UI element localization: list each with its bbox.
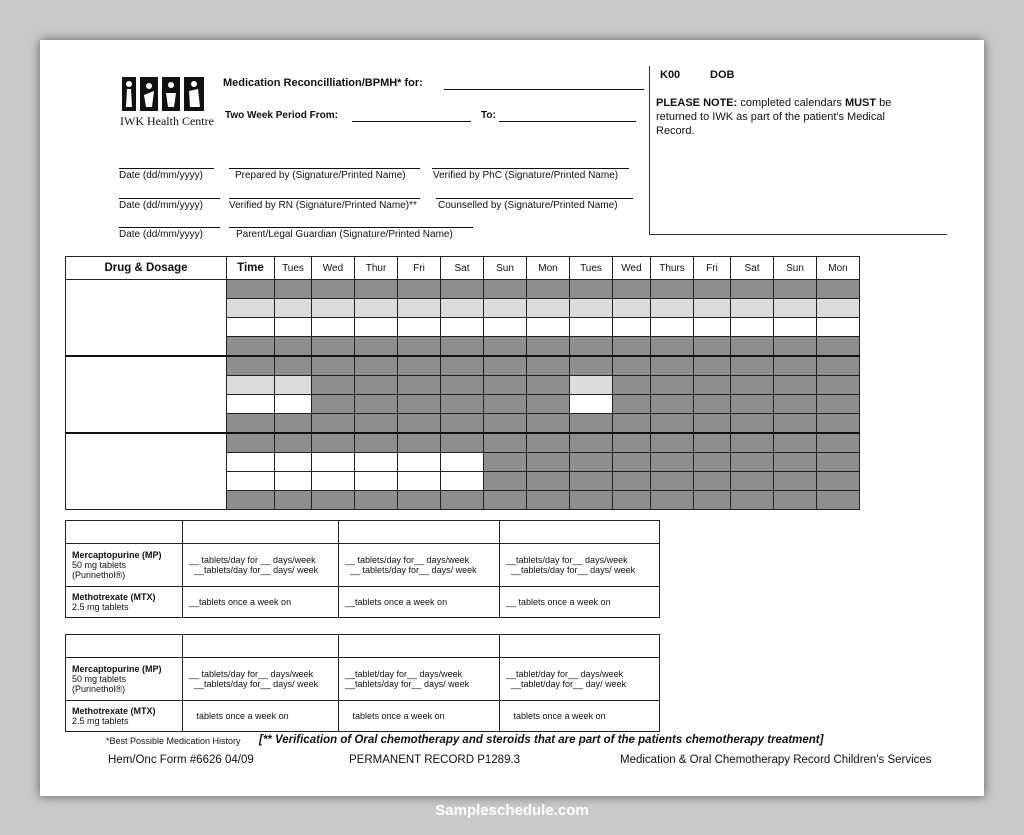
drug-cell[interactable] [66, 433, 227, 510]
form-page [40, 40, 984, 796]
day-header: Sun [484, 257, 527, 280]
note-text [656, 96, 891, 138]
dose-text[interactable]: __ tablets/day for__ days/week [345, 555, 470, 565]
calendar-row [66, 280, 860, 299]
iwk-logo-icon [120, 73, 208, 113]
mp-brand: (Purinethol®) [72, 684, 126, 694]
mtx-name: Methotrexate (MTX) [72, 592, 156, 602]
mtx-strength: 2.5 mg tablets [72, 716, 129, 726]
dose-text[interactable]: __ tablets once a week on [506, 597, 611, 607]
logo-text: IWK Health Centre [120, 114, 214, 128]
verification-note: [** Verification of Oral chemotherapy and steroids that are part of the patients chemotherapy treatment] [259, 734, 824, 746]
permanent-record: PERMANENT RECORD P1289.3 [349, 754, 521, 766]
dose-text[interactable]: __ tablets/day for__ days/ week [350, 565, 477, 575]
dose-text[interactable]: __tablets/day for__ days/ week [511, 565, 636, 575]
medication-calendar [65, 256, 860, 510]
mtx-name: Methotrexate (MTX) [72, 706, 156, 716]
day-header: Wed [613, 257, 651, 280]
day-header: Fri [694, 257, 731, 280]
calendar-row [66, 433, 860, 453]
verified-phc-label: Verified by PhC (Signature/Printed Name) [433, 170, 619, 181]
mp-name: Mercaptopurine (MP) [72, 664, 162, 674]
form-title: Medication Reconcilliation/BPMH* for: [223, 77, 423, 89]
dose-text[interactable]: __tablets once a week on [189, 597, 292, 607]
note-box [649, 66, 947, 235]
period-to-line[interactable] [499, 121, 636, 122]
day-header: Sun [774, 257, 817, 280]
dose-text[interactable]: __ tablets/day for__ days/week [189, 669, 314, 679]
drug-cell[interactable] [66, 356, 227, 433]
dose-text[interactable]: tablets once a week on [513, 711, 606, 721]
mp-row [66, 544, 660, 587]
dose-text[interactable]: __tablets/day for__ days/ week [194, 679, 319, 689]
dob-label: DOB [710, 69, 735, 81]
mtx-strength: 2.5 mg tablets [72, 602, 129, 612]
dose-text[interactable]: __tablet/day for__ days/week [506, 669, 624, 679]
dose-text[interactable]: __tablets/day for__ days/week [506, 555, 628, 565]
dose-text[interactable]: tablets once a week on [352, 711, 445, 721]
dose-text[interactable]: __tablets once a week on [345, 597, 448, 607]
dosing-table-2 [65, 634, 660, 732]
period-to-label: To: [481, 110, 496, 121]
drug-cell[interactable] [66, 280, 227, 357]
day-header: Mon [527, 257, 570, 280]
watermark: Sampleschedule.com [435, 802, 589, 819]
dose-text[interactable]: __tablets/day for__ days/ week [345, 679, 470, 689]
date-label-2: Date (dd/mm/yyyy) [119, 200, 203, 211]
counselled-label: Counselled by (Signature/Printed Name) [438, 200, 618, 211]
day-header: Sat [731, 257, 774, 280]
mp-name: Mercaptopurine (MP) [72, 550, 162, 560]
note-part3: returned to IWK as part of the patient's Medical [656, 111, 885, 123]
period-from-label: Two Week Period From: [225, 110, 338, 121]
prepared-by-label: Prepared by (Signature/Printed Name) [235, 170, 406, 181]
note-part4: Record. [656, 125, 695, 137]
day-header: Wed [312, 257, 355, 280]
dose-text[interactable]: __tablet/day for__ days/week [345, 669, 463, 679]
guardian-label: Parent/Legal Guardian (Signature/Printed Name) [236, 229, 453, 240]
dose-text[interactable]: __ tablets/day for __ days/week [189, 555, 316, 565]
mtx-row [66, 701, 660, 732]
day-header: Sat [441, 257, 484, 280]
day-header: Tues [275, 257, 312, 280]
day-header: Thur [355, 257, 398, 280]
day-header: Thurs [651, 257, 694, 280]
drug-dosage-header: Drug & Dosage [66, 257, 227, 280]
note-bold: PLEASE NOTE: [656, 97, 738, 109]
date-label-3: Date (dd/mm/yyyy) [119, 229, 203, 240]
mtx-row [66, 587, 660, 618]
mp-brand: (Purinethol®) [72, 570, 126, 580]
calendar-header-row [66, 257, 860, 280]
mp-strength: 50 mg tablets [72, 674, 127, 684]
calendar-row [66, 356, 860, 376]
time-header: Time [227, 257, 275, 280]
day-header: Mon [817, 257, 860, 280]
dose-text[interactable]: __tablet/day for__ day/ week [511, 679, 627, 689]
note-part1: completed calendars [740, 97, 842, 109]
day-header: Fri [398, 257, 441, 280]
note-must: MUST [844, 97, 877, 109]
day-header: Tues [570, 257, 613, 280]
dose-text[interactable]: tablets once a week on [196, 711, 289, 721]
date-label-1: Date (dd/mm/yyyy) [119, 170, 203, 181]
record-title: Medication & Oral Chemotherapy Record Children's Services [620, 754, 932, 766]
dose-text[interactable]: __tablets/day for__ days/ week [194, 565, 319, 575]
patient-name-line[interactable] [444, 89, 644, 90]
dosing-table-1 [65, 520, 660, 618]
form-number: Hem/Onc Form #6626 04/09 [108, 754, 254, 766]
verified-rn-label: Verified by RN (Signature/Printed Name)** [229, 200, 417, 211]
period-from-line[interactable] [352, 121, 471, 122]
note-part2: be [879, 97, 892, 109]
mp-row [66, 658, 660, 701]
k00-label: K00 [660, 69, 681, 81]
mp-strength: 50 mg tablets [72, 560, 127, 570]
bpmh-note: *Best Possible Medication History [106, 736, 241, 746]
